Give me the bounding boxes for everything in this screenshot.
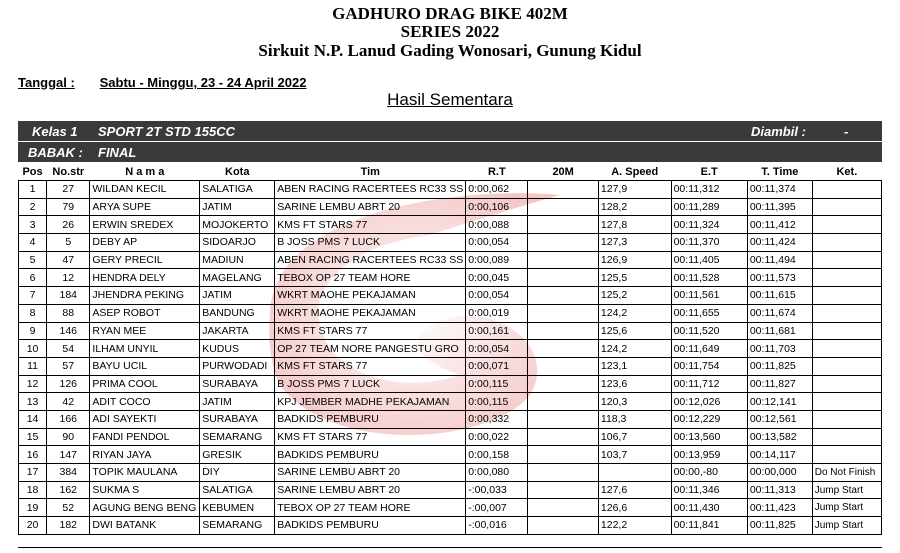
pos-cell: 19 bbox=[19, 499, 47, 517]
et-cell: 00:11,430 bbox=[671, 499, 747, 517]
city-cell: GRESIK bbox=[200, 446, 275, 464]
nostr-cell: 5 bbox=[47, 234, 90, 252]
pos-cell: 15 bbox=[19, 428, 47, 446]
pos-cell: 16 bbox=[19, 446, 47, 464]
name-cell: DWI BATANK bbox=[90, 517, 200, 535]
et-cell: 00:11,528 bbox=[671, 269, 747, 287]
pos-cell: 20 bbox=[19, 517, 47, 535]
nostr-cell: 166 bbox=[47, 410, 90, 428]
date-value: Sabtu - Minggu, 23 - 24 April 2022 bbox=[99, 75, 307, 90]
et-cell: 00:11,324 bbox=[671, 216, 747, 234]
et-cell: 00:11,405 bbox=[671, 251, 747, 269]
table-row bbox=[19, 393, 882, 411]
speed-cell bbox=[598, 464, 671, 482]
date-row bbox=[18, 75, 306, 90]
team-cell: SARINE LEMBU ABRT 20 bbox=[275, 464, 466, 482]
name-cell: ILHAM UNYIL bbox=[90, 340, 200, 358]
class-name: SPORT 2T STD 155CC bbox=[98, 124, 236, 139]
pos-cell: 18 bbox=[19, 481, 47, 499]
city-cell: MOJOKERTO bbox=[200, 216, 275, 234]
speed-cell: 124,2 bbox=[598, 340, 671, 358]
city-cell: MADIUN bbox=[200, 251, 275, 269]
event-venue: Sirkuit N.P. Lanud Gading Wonosari, Gunung Kidul bbox=[258, 41, 642, 60]
ttime-cell: 00:11,374 bbox=[747, 181, 812, 199]
rt-cell: 0:00,019 bbox=[466, 304, 528, 322]
et-cell: 00:11,312 bbox=[671, 181, 747, 199]
speed-cell: 125,6 bbox=[598, 322, 671, 340]
ttime-cell: 00:11,615 bbox=[747, 287, 812, 305]
et-cell: 00:11,346 bbox=[671, 481, 747, 499]
name-cell: ASEP ROBOT bbox=[90, 304, 200, 322]
name-cell: TOPIK MAULANA bbox=[90, 464, 200, 482]
col-aspeed: A. Speed bbox=[598, 163, 671, 181]
et-cell: 00:11,289 bbox=[671, 198, 747, 216]
nostr-cell: 26 bbox=[47, 216, 90, 234]
nostr-cell: 384 bbox=[47, 464, 90, 482]
m20-cell bbox=[528, 216, 599, 234]
m20-cell bbox=[528, 251, 599, 269]
date-label: Tanggal : bbox=[18, 75, 75, 90]
name-cell: DEBY AP bbox=[90, 234, 200, 252]
name-cell: RYAN MEE bbox=[90, 322, 200, 340]
col-tim: Tim bbox=[275, 163, 466, 181]
results-table bbox=[18, 163, 882, 535]
col-pos: Pos bbox=[19, 163, 47, 181]
rt-cell: -:00,016 bbox=[466, 517, 528, 535]
speed-cell: 106,7 bbox=[598, 428, 671, 446]
taken-value: - bbox=[844, 124, 849, 139]
rt-cell: 0:00,332 bbox=[466, 410, 528, 428]
table-row bbox=[19, 464, 882, 482]
ket-cell bbox=[812, 181, 881, 199]
col-et: E.T bbox=[671, 163, 747, 181]
city-cell: SALATIGA bbox=[200, 181, 275, 199]
col-ket: Ket. bbox=[812, 163, 881, 181]
ket-cell: Do Not Finish bbox=[812, 464, 881, 482]
nostr-cell: 47 bbox=[47, 251, 90, 269]
nostr-cell: 57 bbox=[47, 357, 90, 375]
team-cell: OP 27 TEAM NORE PANGESTU GRO bbox=[275, 340, 466, 358]
m20-cell bbox=[528, 181, 599, 199]
ket-cell bbox=[812, 340, 881, 358]
et-cell: 00:13,560 bbox=[671, 428, 747, 446]
city-cell: KUDUS bbox=[200, 340, 275, 358]
ket-cell bbox=[812, 322, 881, 340]
pos-cell: 13 bbox=[19, 393, 47, 411]
table-row bbox=[19, 269, 882, 287]
rt-cell: 0:00,045 bbox=[466, 269, 528, 287]
pos-cell: 7 bbox=[19, 287, 47, 305]
taken-label: Diambil : bbox=[751, 124, 806, 139]
table-row bbox=[19, 198, 882, 216]
ttime-cell: 00:11,494 bbox=[747, 251, 812, 269]
city-cell: SALATIGA bbox=[200, 481, 275, 499]
nostr-cell: 79 bbox=[47, 198, 90, 216]
m20-cell bbox=[528, 322, 599, 340]
team-cell: TEBOX OP 27 TEAM HORE bbox=[275, 269, 466, 287]
city-cell: SIDOARJO bbox=[200, 234, 275, 252]
round-band bbox=[18, 142, 882, 162]
speed-cell: 127,3 bbox=[598, 234, 671, 252]
team-cell: WKRT MAOHE PEKAJAMAN bbox=[275, 287, 466, 305]
col-nama: N a m a bbox=[90, 163, 200, 181]
m20-cell bbox=[528, 304, 599, 322]
table-row bbox=[19, 446, 882, 464]
rt-cell: -:00,007 bbox=[466, 499, 528, 517]
rt-cell: 0:00,054 bbox=[466, 340, 528, 358]
table-row bbox=[19, 410, 882, 428]
table-row bbox=[19, 499, 882, 517]
m20-cell bbox=[528, 357, 599, 375]
ttime-cell: 00:11,573 bbox=[747, 269, 812, 287]
speed-cell: 127,8 bbox=[598, 216, 671, 234]
m20-cell bbox=[528, 375, 599, 393]
ket-cell bbox=[812, 428, 881, 446]
ttime-cell: 00:11,313 bbox=[747, 481, 812, 499]
et-cell: 00:13,959 bbox=[671, 446, 747, 464]
nostr-cell: 146 bbox=[47, 322, 90, 340]
name-cell: ERWIN SREDEX bbox=[90, 216, 200, 234]
speed-cell: 127,9 bbox=[598, 181, 671, 199]
team-cell: BADKIDS PEMBURU bbox=[275, 410, 466, 428]
et-cell: 00:11,655 bbox=[671, 304, 747, 322]
city-cell: JATIM bbox=[200, 287, 275, 305]
ket-cell bbox=[812, 287, 881, 305]
m20-cell bbox=[528, 269, 599, 287]
rt-cell: 0:00,088 bbox=[466, 216, 528, 234]
rt-cell: 0:00,054 bbox=[466, 234, 528, 252]
round-value: FINAL bbox=[98, 145, 137, 160]
nostr-cell: 88 bbox=[47, 304, 90, 322]
m20-cell bbox=[528, 410, 599, 428]
name-cell: RIYAN JAYA bbox=[90, 446, 200, 464]
event-series: SERIES 2022 bbox=[400, 22, 500, 41]
ket-cell bbox=[812, 251, 881, 269]
team-cell: B JOSS PMS 7 LUCK bbox=[275, 375, 466, 393]
m20-cell bbox=[528, 428, 599, 446]
speed-cell: 125,2 bbox=[598, 287, 671, 305]
name-cell: ADI SAYEKTI bbox=[90, 410, 200, 428]
nostr-cell: 182 bbox=[47, 517, 90, 535]
team-cell: ABEN RACING RACERTEES RC33 SS bbox=[275, 181, 466, 199]
speed-cell: 123,6 bbox=[598, 375, 671, 393]
m20-cell bbox=[528, 517, 599, 535]
pos-cell: 8 bbox=[19, 304, 47, 322]
team-cell: TEBOX OP 27 TEAM HORE bbox=[275, 499, 466, 517]
et-cell: 00:11,649 bbox=[671, 340, 747, 358]
table-row bbox=[19, 517, 882, 535]
ket-cell bbox=[812, 216, 881, 234]
city-cell: SURABAYA bbox=[200, 375, 275, 393]
m20-cell bbox=[528, 446, 599, 464]
nostr-cell: 162 bbox=[47, 481, 90, 499]
class-label: Kelas 1 bbox=[32, 124, 78, 139]
table-row bbox=[19, 234, 882, 252]
ttime-cell: 00:11,703 bbox=[747, 340, 812, 358]
ttime-cell: 00:11,424 bbox=[747, 234, 812, 252]
ttime-cell: 00:11,825 bbox=[747, 517, 812, 535]
rt-cell: 0:00,115 bbox=[466, 393, 528, 411]
m20-cell bbox=[528, 198, 599, 216]
pos-cell: 10 bbox=[19, 340, 47, 358]
m20-cell bbox=[528, 340, 599, 358]
rt-cell: 0:00,115 bbox=[466, 375, 528, 393]
name-cell: SUKMA S bbox=[90, 481, 200, 499]
speed-cell: 126,9 bbox=[598, 251, 671, 269]
ket-cell: Jump Start bbox=[812, 499, 881, 517]
col-kota: Kota bbox=[200, 163, 275, 181]
team-cell: KPJ JEMBER MADHE PEKAJAMAN bbox=[275, 393, 466, 411]
speed-cell: 127,6 bbox=[598, 481, 671, 499]
table-row bbox=[19, 251, 882, 269]
ttime-cell: 00:11,681 bbox=[747, 322, 812, 340]
round-label: BABAK : bbox=[28, 145, 83, 160]
nostr-cell: 147 bbox=[47, 446, 90, 464]
et-cell: 00:12,229 bbox=[671, 410, 747, 428]
name-cell: PRIMA COOL bbox=[90, 375, 200, 393]
city-cell: SEMARANG bbox=[200, 517, 275, 535]
rt-cell: 0:00,071 bbox=[466, 357, 528, 375]
speed-cell: 123,1 bbox=[598, 357, 671, 375]
class-band bbox=[18, 121, 882, 141]
name-cell: ARYA SUPE bbox=[90, 198, 200, 216]
name-cell: BAYU UCIL bbox=[90, 357, 200, 375]
team-cell: BADKIDS PEMBURU bbox=[275, 446, 466, 464]
ttime-cell: 00:13,582 bbox=[747, 428, 812, 446]
team-cell: SARINE LEMBU ABRT 20 bbox=[275, 481, 466, 499]
table-row bbox=[19, 428, 882, 446]
nostr-cell: 52 bbox=[47, 499, 90, 517]
ket-cell bbox=[812, 198, 881, 216]
table-row bbox=[19, 322, 882, 340]
table-row bbox=[19, 216, 882, 234]
name-cell: WILDAN KECIL bbox=[90, 181, 200, 199]
table-header-row bbox=[19, 163, 882, 181]
team-cell: SARINE LEMBU ABRT 20 bbox=[275, 198, 466, 216]
team-cell: KMS FT STARS 77 bbox=[275, 322, 466, 340]
team-cell: KMS FT STARS 77 bbox=[275, 216, 466, 234]
rt-cell: 0:00,062 bbox=[466, 181, 528, 199]
nostr-cell: 90 bbox=[47, 428, 90, 446]
et-cell: 00:11,561 bbox=[671, 287, 747, 305]
table-row bbox=[19, 304, 882, 322]
speed-cell: 128,2 bbox=[598, 198, 671, 216]
rt-cell: -:00,033 bbox=[466, 481, 528, 499]
speed-cell: 118,3 bbox=[598, 410, 671, 428]
ttime-cell: 00:11,674 bbox=[747, 304, 812, 322]
ttime-cell: 00:11,423 bbox=[747, 499, 812, 517]
team-cell: WKRT MAOHE PEKAJAMAN bbox=[275, 304, 466, 322]
table-row bbox=[19, 375, 882, 393]
ttime-cell: 00:00,000 bbox=[747, 464, 812, 482]
pos-cell: 1 bbox=[19, 181, 47, 199]
rt-cell: 0:00,106 bbox=[466, 198, 528, 216]
city-cell: JATIM bbox=[200, 198, 275, 216]
et-cell: 00:11,712 bbox=[671, 375, 747, 393]
et-cell: 00:11,370 bbox=[671, 234, 747, 252]
col-nostr: No.str bbox=[47, 163, 90, 181]
name-cell: JHENDRA PEKING bbox=[90, 287, 200, 305]
pos-cell: 14 bbox=[19, 410, 47, 428]
name-cell: FANDI PENDOL bbox=[90, 428, 200, 446]
m20-cell bbox=[528, 481, 599, 499]
m20-cell bbox=[528, 464, 599, 482]
table-row bbox=[19, 287, 882, 305]
ttime-cell: 00:12,561 bbox=[747, 410, 812, 428]
name-cell: ADIT COCO bbox=[90, 393, 200, 411]
ket-cell bbox=[812, 269, 881, 287]
city-cell: KEBUMEN bbox=[200, 499, 275, 517]
speed-cell: 103,7 bbox=[598, 446, 671, 464]
nostr-cell: 27 bbox=[47, 181, 90, 199]
city-cell: SURABAYA bbox=[200, 410, 275, 428]
nostr-cell: 184 bbox=[47, 287, 90, 305]
ket-cell bbox=[812, 304, 881, 322]
table-row bbox=[19, 181, 882, 199]
table-row bbox=[19, 340, 882, 358]
et-cell: 00:00,-80 bbox=[671, 464, 747, 482]
pos-cell: 5 bbox=[19, 251, 47, 269]
ttime-cell: 00:14,117 bbox=[747, 446, 812, 464]
et-cell: 00:11,841 bbox=[671, 517, 747, 535]
name-cell: HENDRA DELY bbox=[90, 269, 200, 287]
nostr-cell: 54 bbox=[47, 340, 90, 358]
results-subtitle: Hasil Sementara bbox=[387, 90, 513, 109]
pos-cell: 17 bbox=[19, 464, 47, 482]
m20-cell bbox=[528, 287, 599, 305]
city-cell: MAGELANG bbox=[200, 269, 275, 287]
table-row bbox=[19, 481, 882, 499]
col-rt: R.T bbox=[466, 163, 528, 181]
name-cell: AGUNG BENG BENG bbox=[90, 499, 200, 517]
ttime-cell: 00:11,825 bbox=[747, 357, 812, 375]
rt-cell: 0:00,080 bbox=[466, 464, 528, 482]
ket-cell bbox=[812, 375, 881, 393]
rt-cell: 0:00,054 bbox=[466, 287, 528, 305]
city-cell: JAKARTA bbox=[200, 322, 275, 340]
m20-cell bbox=[528, 234, 599, 252]
team-cell: KMS FT STARS 77 bbox=[275, 357, 466, 375]
pos-cell: 2 bbox=[19, 198, 47, 216]
speed-cell: 125,5 bbox=[598, 269, 671, 287]
col-20m: 20M bbox=[528, 163, 599, 181]
city-cell: JATIM bbox=[200, 393, 275, 411]
m20-cell bbox=[528, 393, 599, 411]
ket-cell bbox=[812, 446, 881, 464]
speed-cell: 126,6 bbox=[598, 499, 671, 517]
speed-cell: 120,3 bbox=[598, 393, 671, 411]
et-cell: 00:12,026 bbox=[671, 393, 747, 411]
pos-cell: 9 bbox=[19, 322, 47, 340]
rt-cell: 0:00,022 bbox=[466, 428, 528, 446]
city-cell: BANDUNG bbox=[200, 304, 275, 322]
ket-cell bbox=[812, 393, 881, 411]
m20-cell bbox=[528, 499, 599, 517]
col-ttime: T. Time bbox=[747, 163, 812, 181]
team-cell: KMS FT STARS 77 bbox=[275, 428, 466, 446]
speed-cell: 124,2 bbox=[598, 304, 671, 322]
nostr-cell: 126 bbox=[47, 375, 90, 393]
city-cell: PURWODADI bbox=[200, 357, 275, 375]
rt-cell: 0:00,089 bbox=[466, 251, 528, 269]
event-title: GADHURO DRAG BIKE 402M bbox=[332, 4, 568, 23]
ttime-cell: 00:12,141 bbox=[747, 393, 812, 411]
pos-cell: 3 bbox=[19, 216, 47, 234]
et-cell: 00:11,520 bbox=[671, 322, 747, 340]
city-cell: SEMARANG bbox=[200, 428, 275, 446]
ket-cell bbox=[812, 357, 881, 375]
nostr-cell: 42 bbox=[47, 393, 90, 411]
team-cell: ABEN RACING RACERTEES RC33 SS bbox=[275, 251, 466, 269]
ket-cell bbox=[812, 410, 881, 428]
nostr-cell: 12 bbox=[47, 269, 90, 287]
et-cell: 00:11,754 bbox=[671, 357, 747, 375]
bottom-rule bbox=[18, 547, 882, 548]
ket-cell: Jump Start bbox=[812, 517, 881, 535]
name-cell: GERY PRECIL bbox=[90, 251, 200, 269]
ket-cell: Jump Start bbox=[812, 481, 881, 499]
pos-cell: 4 bbox=[19, 234, 47, 252]
pos-cell: 12 bbox=[19, 375, 47, 393]
ket-cell bbox=[812, 234, 881, 252]
speed-cell: 122,2 bbox=[598, 517, 671, 535]
rt-cell: 0:00,158 bbox=[466, 446, 528, 464]
pos-cell: 6 bbox=[19, 269, 47, 287]
ttime-cell: 00:11,827 bbox=[747, 375, 812, 393]
pos-cell: 11 bbox=[19, 357, 47, 375]
ttime-cell: 00:11,395 bbox=[747, 198, 812, 216]
rt-cell: 0:00,161 bbox=[466, 322, 528, 340]
table-row bbox=[19, 357, 882, 375]
team-cell: B JOSS PMS 7 LUCK bbox=[275, 234, 466, 252]
team-cell: BADKIDS PEMBURU bbox=[275, 517, 466, 535]
city-cell: DIY bbox=[200, 464, 275, 482]
ttime-cell: 00:11,412 bbox=[747, 216, 812, 234]
